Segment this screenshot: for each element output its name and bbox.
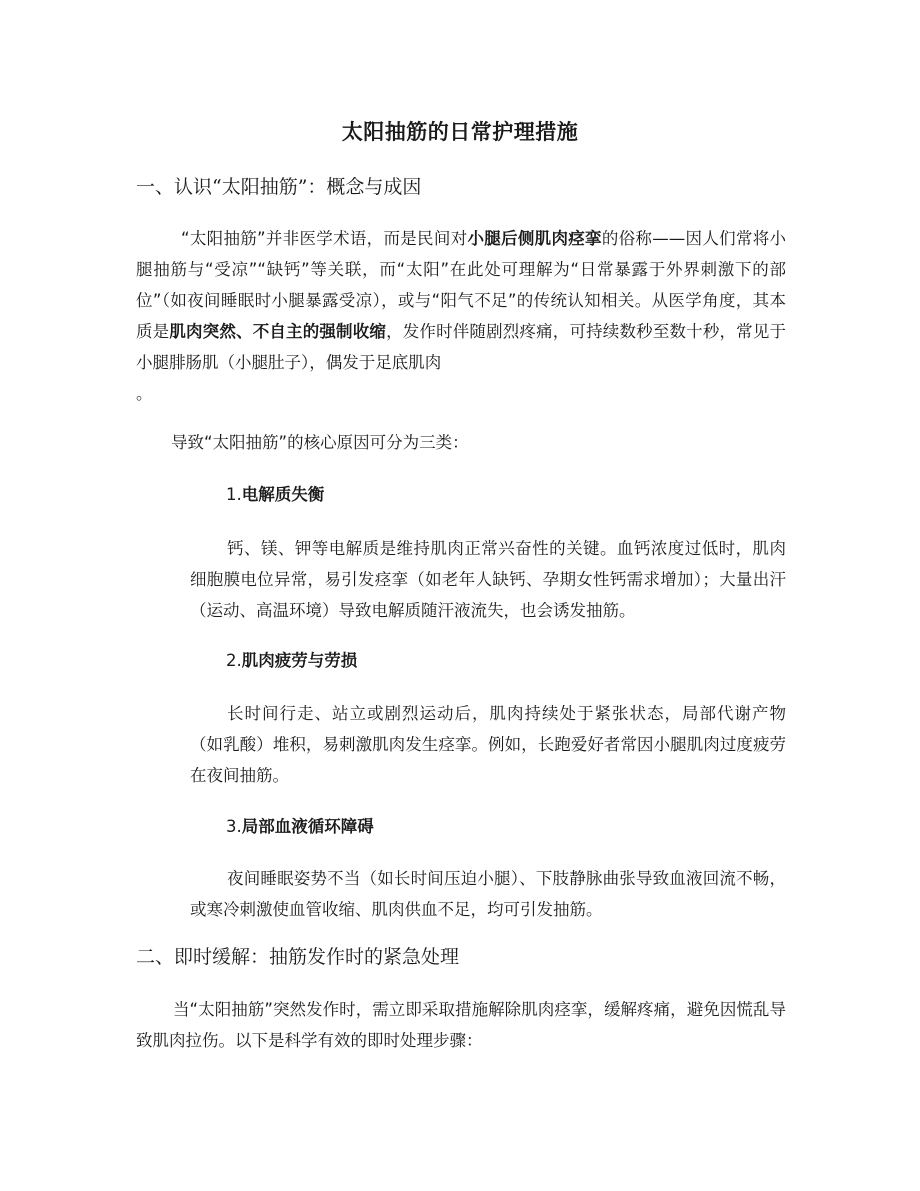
section2-intro-paragraph: 当“太阳抽筋”突然发作时，需立即采取措施解除肌肉痉挛，缓解疼痛，避免因慌乱导致肌肉拉伤。以下是科学有效的即时处理步骤： — [136, 1000, 786, 1050]
section1-intro-paragraph — [136, 223, 786, 409]
causes-intro-paragraph: 导致“太阳抽筋”的核心原因可分为三类： — [171, 433, 469, 452]
cause-heading-3 — [226, 812, 374, 842]
intro-bold-2: 肌肉突然、不自主的强制收缩 — [169, 322, 387, 341]
cause-title-3: 局部血液循环障碍 — [241, 817, 374, 836]
cause-title-1: 电解质失衡 — [241, 485, 325, 504]
intro-text-3: ，发作时伴随剧烈疼痛，可持续数秒至数十秒，常见于小腿腓肠肌（小腿肚子），偶发于足底肌肉 — [136, 322, 787, 372]
section-heading-2: 二、即时缓解：抽筋发作时的紧急处理 — [136, 946, 460, 968]
cause-number-3: 3. — [226, 817, 242, 836]
intro-bold-1: 小腿后侧肌肉痉挛 — [467, 229, 602, 248]
intro-text-2: 的俗称——因人们常将小腿抽筋与“受凉”“缺钙”等关联，而“太阳”在此处可理解为“日常暴露于外界刺激下的部位”（如夜间睡眠时小腿暴露受凉），或与“阳气不足”的传统认知相关。从医学角度，其本质是 — [136, 229, 786, 341]
document-title: 太阳抽筋的日常护理措施 — [341, 120, 579, 144]
cause-paragraph-1: 钙、镁、钾等电解质是维持肌肉正常兴奋性的关键。血钙浓度过低时，肌肉细胞膜电位异常，易引发痉挛（如老年人缺钙、孕期女性钙需求增加）；大量出汗（运动、高温环境）导致电解质随汗液流失，也会诱发抽筋。 — [190, 539, 786, 620]
cause-paragraph-3: 夜间睡眠姿势不当（如长时间压迫小腿）、下肢静脉曲张导致血液回流不畅，或寒冷刺激使血管收缩、肌肉供血不足，均可引发抽筋。 — [190, 869, 786, 919]
cause-number-1: 1. — [226, 485, 242, 504]
intro-text-1: “太阳抽筋”并非医学术语，而是民间对 — [181, 229, 468, 248]
intro-text-4: 。 — [136, 384, 153, 403]
cause-title-2: 肌肉疲劳与劳损 — [241, 651, 358, 670]
section-heading-1: 一、认识“太阳抽筋”：概念与成因 — [136, 176, 422, 198]
cause-heading-2 — [226, 646, 357, 676]
cause-paragraph-2: 长时间行走、站立或剧烈运动后，肌肉持续处于紧张状态，局部代谢产物（如乳酸）堆积，易刺激肌肉发生痉挛。例如，长跑爱好者常因小腿肌肉过度疲劳在夜间抽筋。 — [190, 704, 786, 785]
cause-heading-1 — [226, 480, 324, 510]
cause-number-2: 2. — [226, 651, 242, 670]
